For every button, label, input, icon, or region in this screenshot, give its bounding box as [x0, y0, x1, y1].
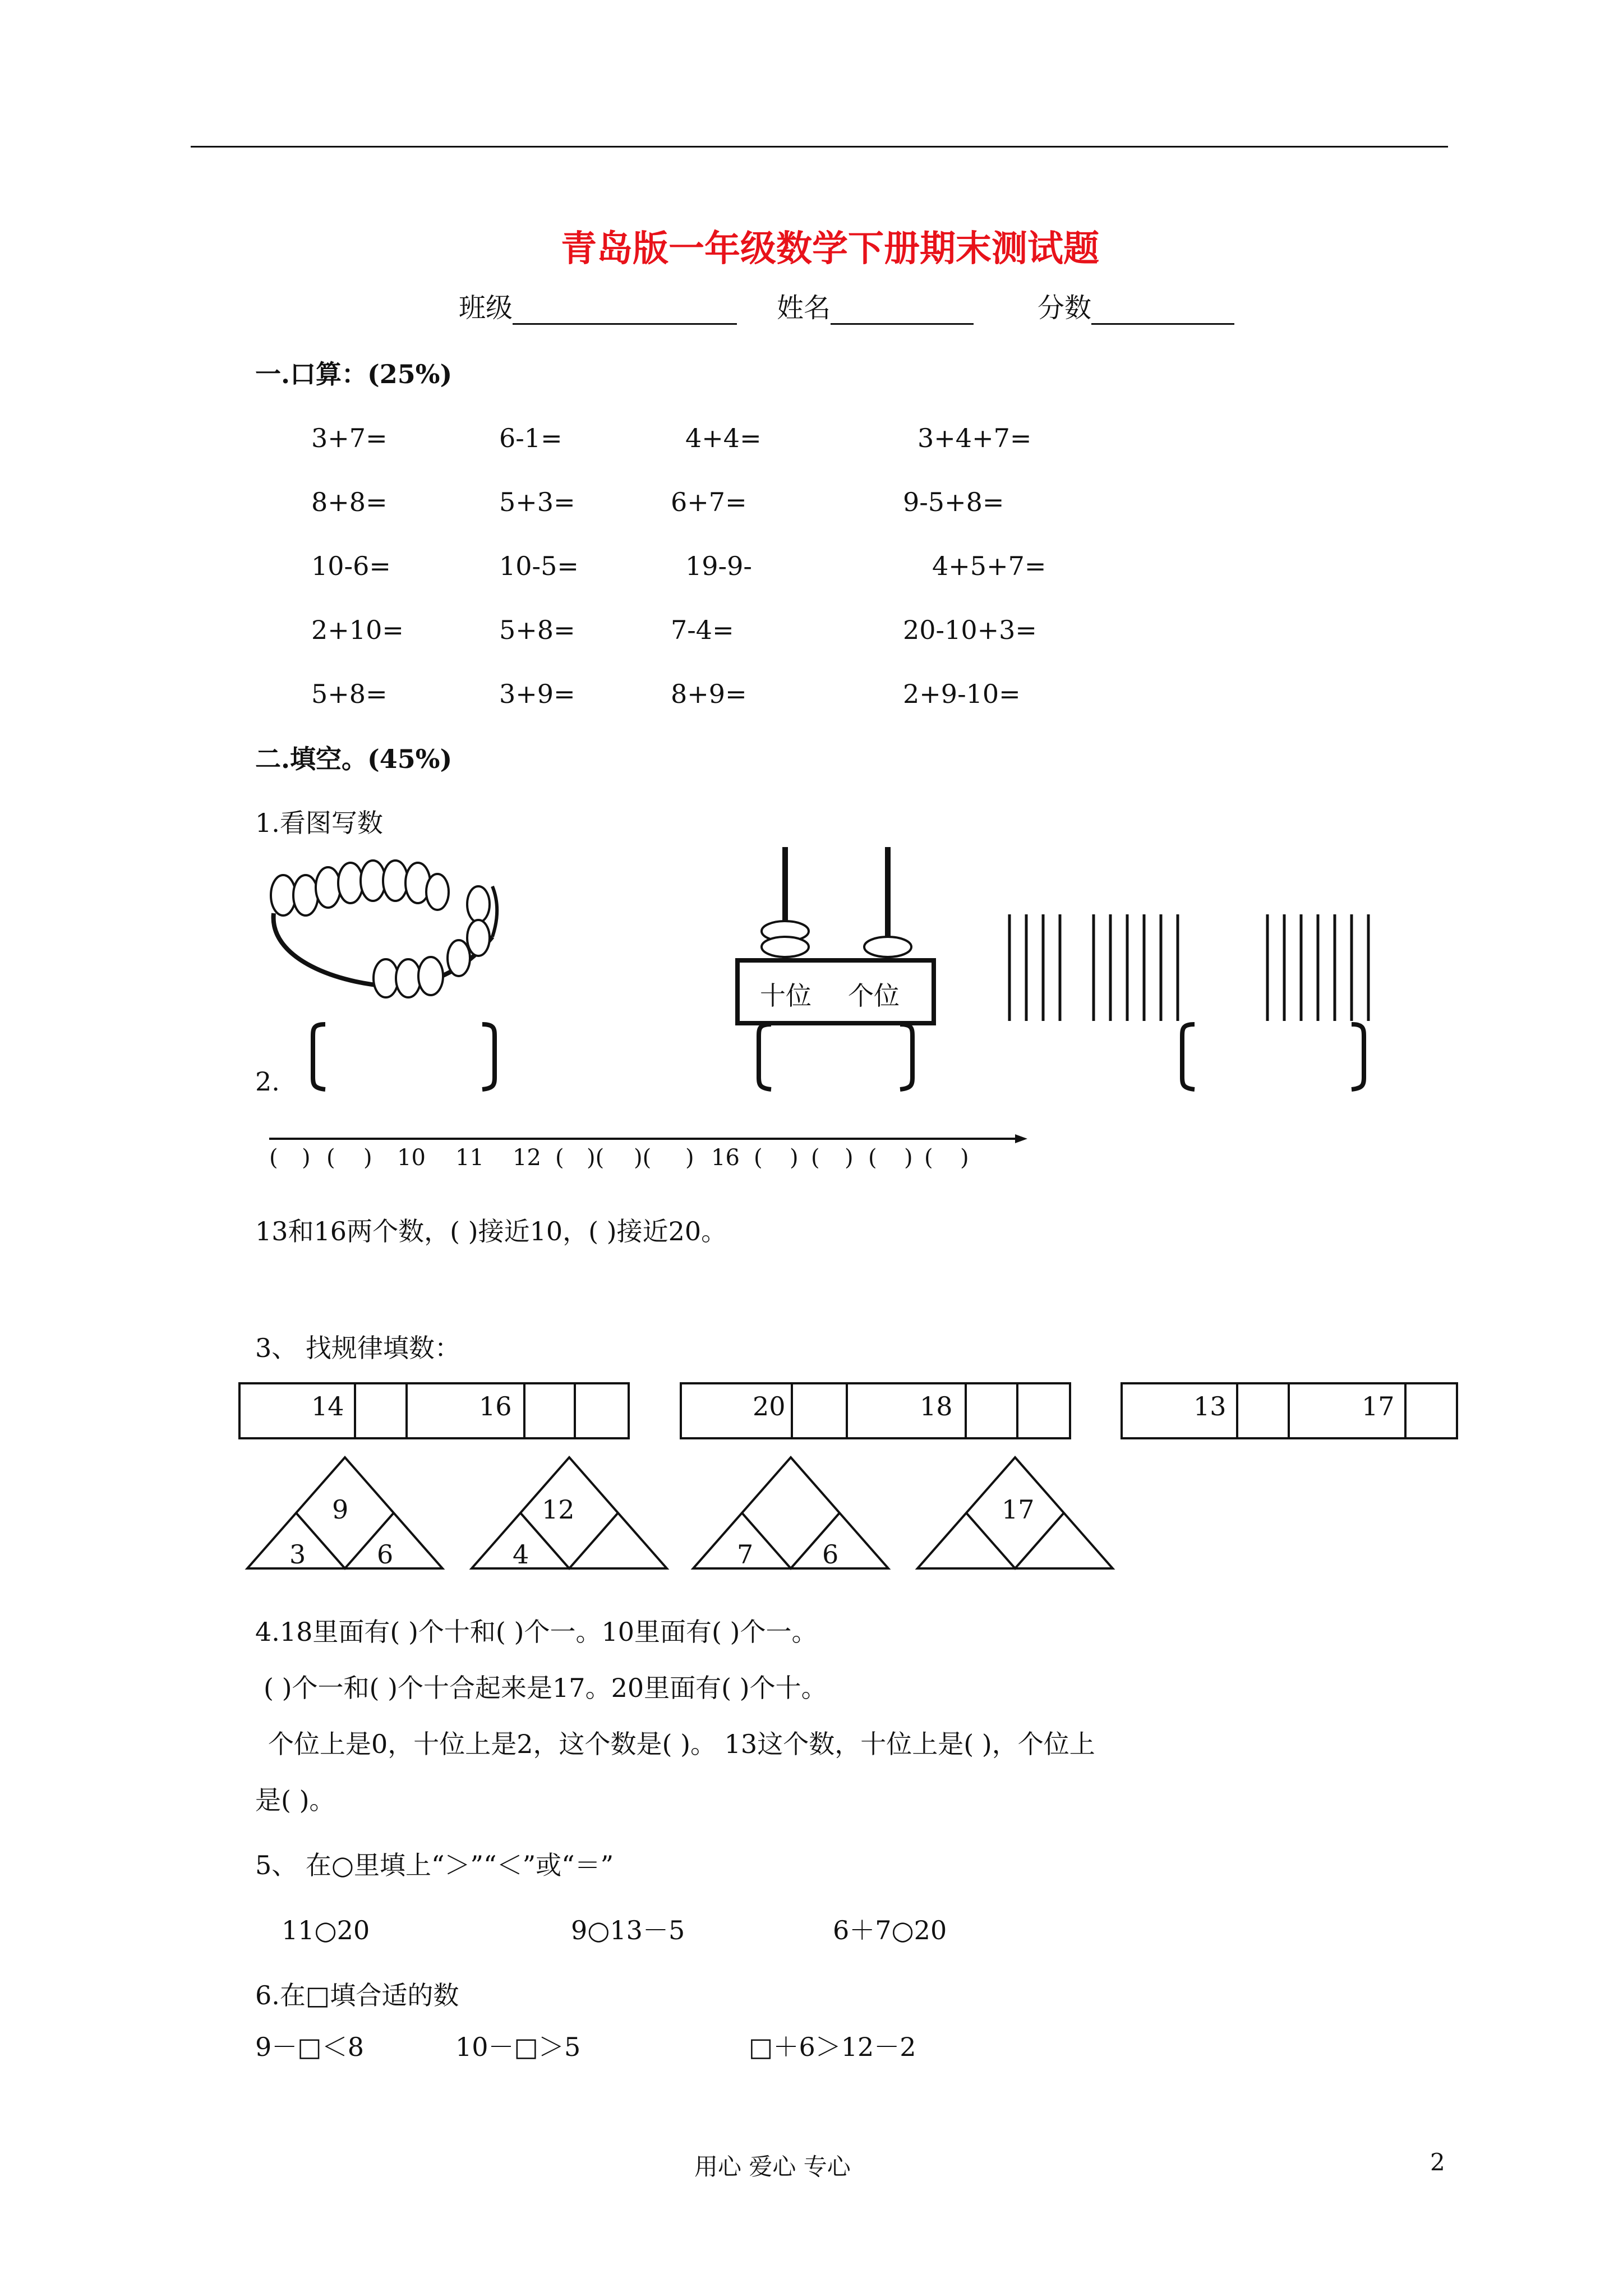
number-line-label: ) [960, 1145, 969, 1171]
sequence-cell: 14 [311, 1391, 344, 1421]
sticks-illustration [998, 914, 1380, 1027]
calc-item: 2+10= [311, 615, 404, 645]
score-blank[interactable] [1091, 295, 1234, 325]
number-line-label: ( [868, 1145, 877, 1171]
bead-ring-illustration [258, 841, 505, 1010]
page-number: 2 [1430, 2148, 1445, 2176]
calc-item: 2+9-10= [903, 679, 1021, 709]
calc-item: 7-4= [671, 615, 734, 645]
question-4-line-4: 是( )。 [255, 1785, 335, 1815]
number-line-label: ( [811, 1145, 820, 1171]
number-line-label: 16 [711, 1145, 740, 1171]
section1-heading: 一.口算：(25%) [255, 359, 453, 389]
triangle-top-number: 9 [332, 1494, 349, 1525]
question-4-line-3: 个位上是0，十位上是2，这个数是( )。 13这个数，十位上是( )，个位上 [268, 1729, 1095, 1759]
calc-item: 4+4= [685, 423, 762, 453]
number-line-label: ( [555, 1145, 564, 1171]
compare-item: 9○13－5 [571, 1915, 685, 1945]
footer-motto: 用心 爱心 专心 [694, 2153, 851, 2180]
question-2-sentence: 13和16两个数，( )接近10，( )接近20。 [255, 1216, 727, 1246]
calc-item: 8+9= [671, 679, 747, 709]
number-line-label: ) [302, 1145, 311, 1171]
triangle-left-number: 7 [737, 1539, 754, 1570]
calc-item: 10-6= [311, 551, 391, 581]
question-6-title: 6.在□填合适的数 [255, 1980, 459, 2010]
triangle-left-number: 4 [513, 1539, 529, 1570]
triangle-right-number: 6 [377, 1539, 394, 1570]
name-blank[interactable] [831, 295, 974, 325]
compare-item: 11○20 [282, 1915, 370, 1945]
number-line-label: ( [754, 1145, 763, 1171]
sequence-box-group-1 [238, 1382, 631, 1441]
question-2-number: 2. [255, 1066, 280, 1097]
fill-box-item: □＋6＞12－2 [749, 2032, 916, 2062]
number-line-label: 12 [513, 1145, 541, 1171]
compare-item: 6＋7○20 [833, 1915, 947, 1945]
class-label: 班级 [459, 292, 513, 324]
class-field[interactable] [459, 286, 737, 325]
question-5-title: 5、 在○里填上“＞”“＜”或“＝” [255, 1850, 614, 1880]
name-field[interactable] [777, 286, 974, 325]
answer-bracket-2[interactable] [749, 1021, 923, 1094]
calc-item: 5+3= [499, 487, 575, 517]
number-line-label: 10 [397, 1145, 426, 1171]
calc-item: 19-9- [685, 551, 752, 581]
fill-box-item: 9－□＜8 [255, 2032, 364, 2062]
calc-item: 9-5+8= [903, 487, 1004, 517]
sequence-cell: 13 [1193, 1391, 1227, 1421]
page-title: 青岛版一年级数学下册期末测试题 [561, 228, 1099, 270]
number-line-label: ) [904, 1145, 913, 1171]
calc-item: 8+8= [311, 487, 388, 517]
class-blank[interactable] [513, 295, 737, 325]
section2-heading: 二.填空。(45%) [255, 744, 453, 774]
number-line-label: ( [326, 1145, 335, 1171]
number-line-label: ) [363, 1145, 372, 1171]
calc-item: 20-10+3= [903, 615, 1037, 645]
calc-item: 5+8= [499, 615, 575, 645]
top-rule [191, 146, 1448, 148]
name-label: 姓名 [777, 292, 831, 324]
answer-bracket-3[interactable] [1172, 1021, 1374, 1094]
score-label: 分数 [1038, 292, 1092, 324]
calc-item: 3+4+7= [917, 423, 1032, 453]
triangle-right-number: 6 [822, 1539, 839, 1570]
question-4-line-1: 4.18里面有( )个十和( )个一。10里面有( )个一。 [255, 1617, 818, 1647]
abacus-ones-label: 个位 [848, 981, 900, 1011]
number-line-label: 11 [455, 1145, 484, 1171]
calc-item: 5+8= [311, 679, 388, 709]
number-line-label: ) [845, 1145, 854, 1171]
number-line-label: ) [685, 1145, 694, 1171]
number-triangle-3 [690, 1454, 892, 1572]
sequence-cell: 18 [920, 1391, 953, 1421]
triangle-top-number: 17 [1002, 1494, 1035, 1525]
question-3-title: 3、 找规律填数： [255, 1333, 460, 1363]
question-1-title: 1.看图写数 [255, 808, 383, 838]
calc-item: 10-5= [499, 551, 579, 581]
number-line-label: )( [634, 1145, 652, 1171]
question-4-line-2: ( )个一和( )个十合起来是17。20里面有( )个十。 [264, 1673, 827, 1703]
fill-box-item: 10－□＞5 [455, 2032, 581, 2062]
triangle-left-number: 3 [289, 1539, 306, 1570]
abacus-tens-label: 十位 [760, 981, 811, 1011]
sequence-box-group-3 [1121, 1382, 1459, 1441]
calc-item: 3+7= [311, 423, 388, 453]
score-field[interactable] [1038, 286, 1234, 325]
calc-item: 6+7= [671, 487, 747, 517]
number-line-label: ) [790, 1145, 799, 1171]
calc-item: 3+9= [499, 679, 575, 709]
sequence-cell: 16 [479, 1391, 512, 1421]
sequence-box-group-2 [680, 1382, 1072, 1441]
sequence-cell: 17 [1362, 1391, 1395, 1421]
calc-item: 6-1= [499, 423, 562, 453]
calc-item: 4+5+7= [932, 551, 1046, 581]
number-line-label: ( [269, 1145, 278, 1171]
answer-bracket-1[interactable] [303, 1021, 505, 1094]
triangle-top-number: 12 [542, 1494, 575, 1525]
number-line-label: )( [587, 1145, 605, 1171]
sequence-cell: 20 [753, 1391, 786, 1421]
number-line-label: ( [924, 1145, 933, 1171]
